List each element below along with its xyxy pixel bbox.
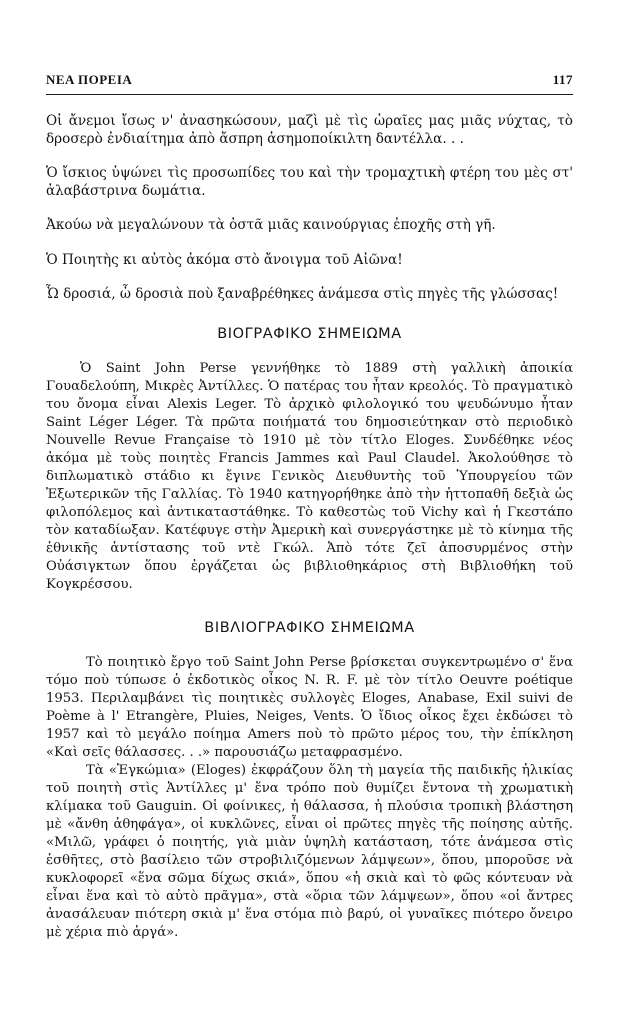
poem-excerpt: [46, 113, 573, 304]
poem-stanza: Ὁ Ποιητὴς κι αὐτὸς ἀκόμα στὸ ἄνοιγμα τοῦ Αἰῶνα!: [46, 251, 403, 268]
bio-section: [46, 360, 573, 594]
poem-stanza: Οἱ ἄνεμοι ἴσως ν' ἀνασηκώσουν, μαζὶ μὲ τὶς ὡραῖες μας μιᾶς νύχτας, τὸ δροσερὸ ἐνδιαίτημα ἀπὸ ἄσπρη ἀσημοποίκιλτη δαντέλλα. . .: [46, 113, 573, 147]
running-header: [46, 72, 573, 92]
header-rule: [46, 94, 573, 95]
poem-stanza: Ἀκούω νὰ μεγαλώνουν τὰ ὀστᾶ μιᾶς καινούργιας ἐποχῆς στὴ γῆ.: [46, 217, 496, 233]
biblio-paragraph: Τὸ ποιητικὸ ἔργο τοῦ Saint John Perse βρίσκεται συγκεντρωμένο σ' ἕνα τόμο ποὺ τύπωσε ὁ ἐκδοτικὸς οἶκος N. R. F. μὲ τὸν τίτλο Oeuvre poétique 1953. Περιλαμβάνει τὶς ποιητικὲς συλλογὲς Eloges, Anabase, Exil suivi de Poème à l' Etrangère, Pluies, Neiges, Vents. Ὁ ἴδιος οἶκος ἔχει ἐκδώσει τὸ 1957 καὶ τὸ μεγάλο ποίημα Amers ποὺ τὸ πρῶτο μέρος του, τὴν ἐπίκληση «Καὶ σεῖς θάλασσες. . .» παρουσιάζω μεταφρασμένο.: [46, 654, 573, 760]
bio-paragraph: Ὁ Saint John Perse γεννήθηκε τὸ 1889 στὴ γαλλικὴ ἀποικία Γουαδελούπη, Μικρὲς Ἀντίλλες. Ὁ πατέρας του ἦταν κρεολός. Τὸ πραγματικὸ του ὄνομα εἶναι Alexis Leger. Τὸ ἀρχικὸ φιλολογικό του ψευδώνυμο ἦταν Saint Léger Léger. Τὰ πρῶτα ποιήματά του δημοσιεύτηκαν στὸ περιοδικὸ Nouvelle Revue Française τὸ 1910 μὲ τὸν τίτλο Eloges. Συνδέθηκε νέος ἀκόμα μὲ τοὺς ποιητὲς Francis Jammes καὶ Paul Claudel. Ἀκολούθησε τὸ διπλωματικὸ στάδιο κι ἔγινε Γενικὸς Διευθυντὴς τοῦ Ὑπουργείου τῶν Ἐξωτερικῶν τῆς Γαλλίας. Τὸ 1940 κατηγορήθηκε ἀπὸ τὴν ἡττοπαθῆ δεξιὰ ὡς φιλοπόλεμος καὶ ἀντικαταστάθηκε. Τὸ καθεστὼς τοῦ Vichy καὶ ἡ Γκεστάπο τὸν καταδίωξαν. Κατέφυγε στὴν Ἀμερικὴ καὶ συνεργάστηκε μὲ τὸ κίνημα τῆς ἐθνικῆς ἀντίστασης τοῦ ντὲ Γκώλ. Ἀπὸ τότε ζεῖ ἀποσυρμένος στὴν Οὐάσιγκτων ὅπου ἐργάζεται ὡς βιβλιοθηκάριος στὴ Βιβλιοθήκη τοῦ Κογκρέσσου.: [46, 360, 573, 592]
biblio-section: [46, 654, 573, 942]
running-title: ΝΕΑ ΠΟΡΕΙΑ: [46, 72, 133, 87]
page-number: 117: [552, 72, 573, 87]
page: [46, 72, 573, 942]
bio-section-title: ΒΙΟΓΡΑΦΙΚΟ ΣΗΜΕΙΩΜΑ: [217, 325, 402, 342]
poem-stanza: Ὦ δροσιά, ὦ δροσιὰ ποὺ ξαναβρέθηκες ἀνάμεσα στὶς πηγὲς τῆς γλώσσας!: [46, 286, 559, 302]
poem-stanza: Ὁ ἴσκιος ὑψώνει τὶς προσωπίδες του καὶ τὴν τρομαχτικὴ φτέρη του μὲς στ' ἀλαβάστρινα δωμάτια.: [46, 165, 573, 199]
biblio-paragraph: Τὰ «Ἐγκώμια» (Eloges) ἐκφράζουν ὅλη τὴ μαγεία τῆς παιδικῆς ἡλικίας τοῦ ποιητὴ στὶς Ἀντίλλες μ' ἕνα τρόπο ποὺ θυμίζει ἔντονα τὴ χρωματικὴ κλίμακα τοῦ Gauguin. Οἱ φοίνικες, ἡ θάλασσα, ἡ πλούσια τροπικὴ βλάστηση μὲ «ἄνθη ἀθηφάγα», οἱ κυκλῶνες, εἶναι οἱ πρῶτες πηγὲς τῆς ποίησης αὐτῆς. «Μιλῶ, γράφει ὁ ποιητής, γιὰ μιὰν ὑψηλὴ κατάσταση, τότε ἀνάμεσα στὶς ἐσθῆτες, στὸ βασίλειο τῶν στροβιλιζόμενων λάμψεων», ὅπου, μποροῦσε νὰ κυκλοφορεῖ «ἕνα σῶμα δίχως σκιά», ὅπου «ἡ σκιὰ καὶ τὸ φῶς κόντευαν νὰ εἶναι ἕνα καὶ τὸ αὐτὸ πρᾶγμα», στὰ «ὅρια τῶν λάμψεων», ὅπου «οἱ ἄντρες ἀνασάλευαν πιότερη σκιὰ μ' ἕνα στόμα πιὸ βαρύ, οἱ γυναῖκες πιότερο ὄνειρο μὲ χέρια πιὸ ἀργά».: [46, 762, 573, 940]
biblio-section-title: ΒΙΒΛΙΟΓΡΑΦΙΚΟ ΣΗΜΕΙΩΜΑ: [204, 619, 415, 636]
